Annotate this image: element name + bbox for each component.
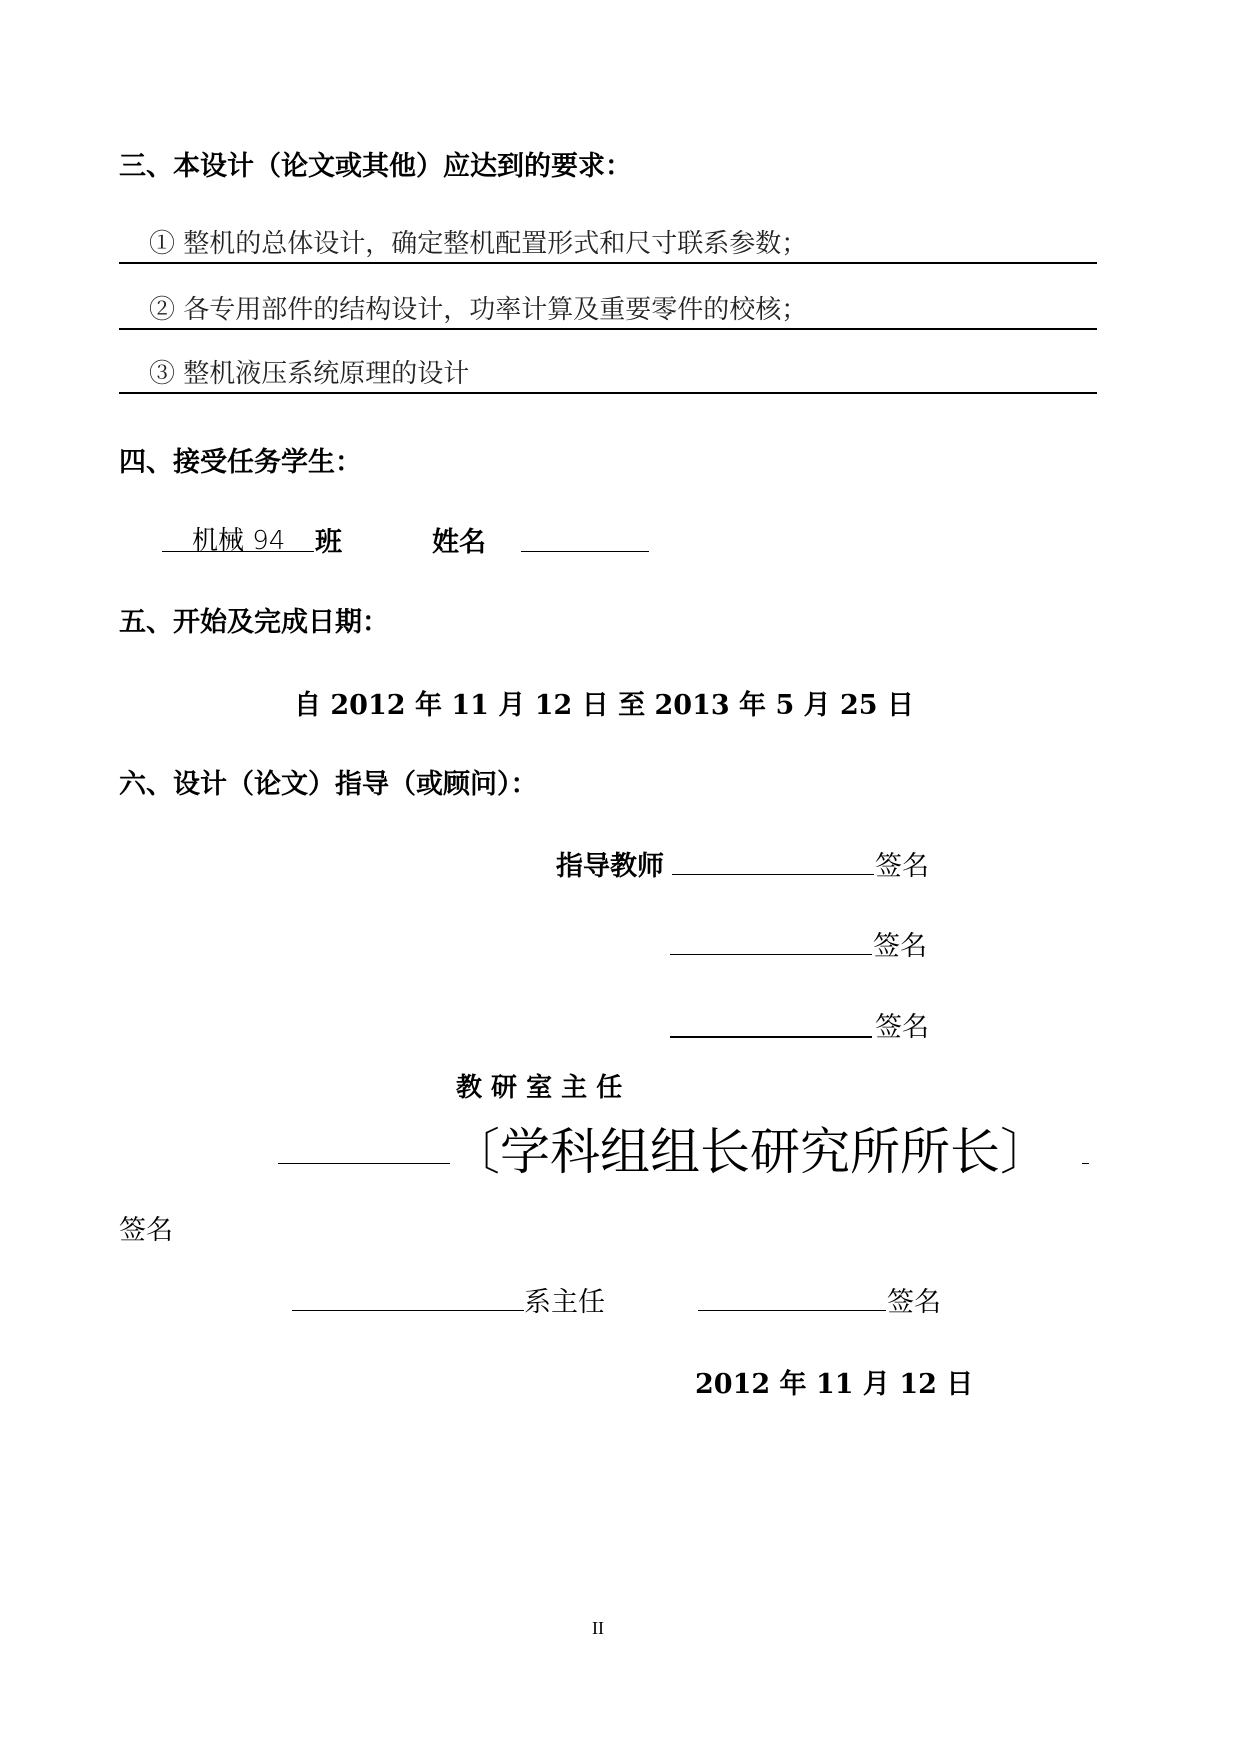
sign-date: 2012 年 11 月 12 日 xyxy=(695,1369,974,1400)
name-label: 姓名 xyxy=(432,527,486,558)
sign-label-3: 签名 xyxy=(875,1012,929,1043)
name-field-line[interactable] xyxy=(521,551,649,552)
class-label: 班 xyxy=(315,527,342,558)
office-head-label: 教 研 室 主 任 xyxy=(456,1073,623,1103)
office-head-line-tail xyxy=(1082,1163,1089,1164)
office-head-signature-line[interactable] xyxy=(278,1163,450,1164)
requirement-item-2 xyxy=(119,288,1097,330)
page-number: II xyxy=(592,1618,604,1638)
requirement-item-3 xyxy=(119,352,1097,394)
sign-label-2: 签名 xyxy=(873,931,927,962)
section6-heading: 六、设计（论文）指导（或顾问）： xyxy=(119,769,538,800)
requirement-text-2: ② 各专用部件的结构设计，功率计算及重要零件的校核； xyxy=(149,295,808,325)
office-head-sub: 〔学科组组长研究所所长〕 xyxy=(450,1123,1050,1181)
requirement-item-1 xyxy=(119,222,1097,264)
sign-label-1: 签名 xyxy=(875,851,929,882)
sign-label-4: 签名 xyxy=(119,1215,173,1246)
section5-heading: 五、开始及完成日期： xyxy=(119,607,389,638)
dept-head-second-line[interactable] xyxy=(698,1310,886,1311)
class-value: 机械 94 xyxy=(192,526,286,556)
advisor-signature-line-3[interactable] xyxy=(670,1036,872,1038)
requirement-text-3: ③ 整机液压系统原理的设计 xyxy=(149,359,470,389)
date-range: 自 2012 年 11 月 12 日 至 2013 年 5 月 25 日 xyxy=(294,690,914,721)
dept-head-signature-line[interactable] xyxy=(292,1310,524,1311)
advisor-label: 指导教师 xyxy=(556,851,664,882)
section4-heading: 四、接受任务学生： xyxy=(119,447,362,478)
sign-label-5: 签名 xyxy=(887,1287,941,1318)
dept-head-label: 系主任 xyxy=(524,1287,605,1318)
requirement-text-1: ① 整机的总体设计，确定整机配置形式和尺寸联系参数； xyxy=(149,229,808,259)
section3-heading: 三、本设计（论文或其他）应达到的要求： xyxy=(119,151,632,182)
advisor-signature-line-1[interactable] xyxy=(672,874,874,875)
advisor-signature-line-2[interactable] xyxy=(670,954,872,955)
